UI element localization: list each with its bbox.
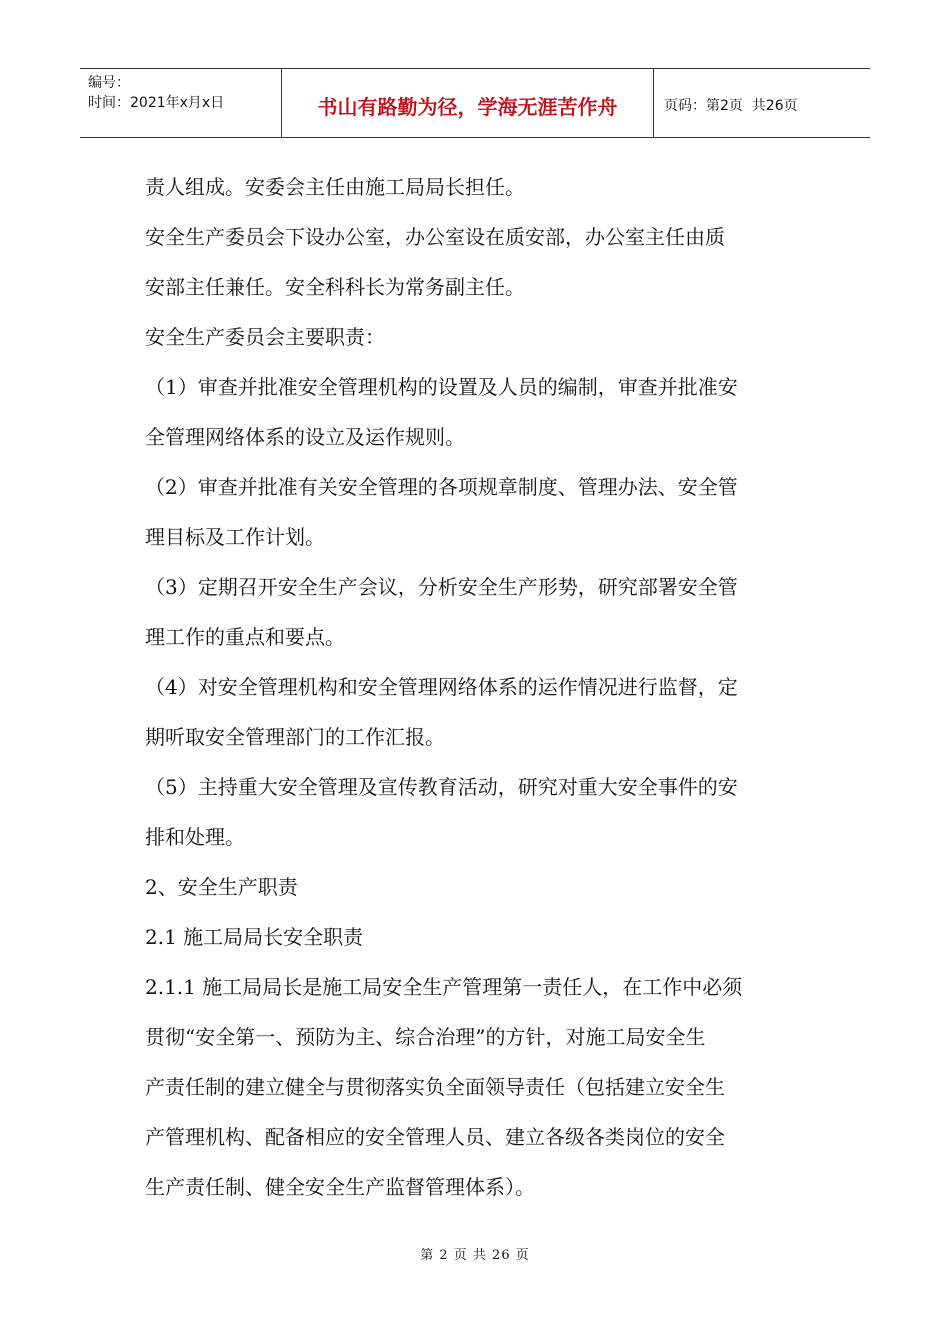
body-line: 理工作的重点和要点。 (145, 625, 345, 649)
body-line: 全管理网络体系的设立及运作规则。 (145, 425, 465, 449)
body-line: 责人组成。安委会主任由施工局局长担任。 (145, 175, 525, 199)
body-line: （3）定期召开安全生产会议，分析安全生产形势，研究部署安全管 (145, 575, 738, 599)
body-line: 2.1.1 施工局局长是施工局安全生产管理第一责任人，在工作中必须 (145, 975, 743, 999)
body-line: 安部主任兼任。安全科科长为常务副主任。 (145, 275, 525, 299)
body-line: 排和处理。 (145, 825, 245, 849)
body-line: （4）对安全管理机构和安全管理网络体系的运作情况进行监督，定 (145, 675, 738, 699)
header-page-info (654, 69, 870, 137)
body-line: （5）主持重大安全管理及宣传教育活动，研究对重大安全事件的安 (145, 775, 738, 799)
body-line: 期听取安全管理部门的工作汇报。 (145, 725, 445, 749)
body-line: 安全生产委员会主要职责： (145, 325, 385, 349)
body-line: 生产责任制、健全安全生产监督管理体系）。 (145, 1175, 535, 1199)
header-page-info-text: 页码：第2页 共26页 (664, 98, 798, 114)
document-time-label: 时间：2021年x月x日 (88, 95, 225, 111)
body-line: 产责任制的建立健全与贯彻落实负全面领导责任（包括建立安全生 (145, 1075, 725, 1099)
body-line: （2）审查并批准有关安全管理的各项规章制度、管理办法、安全管 (145, 475, 738, 499)
page-footer: 第 2 页 共 26 页 (420, 1248, 530, 1263)
header-motto: 书山有路勤为径，学海无涯苦作舟 (282, 69, 654, 137)
body-line: 安全生产委员会下设办公室，办公室设在质安部，办公室主任由质 (145, 225, 725, 249)
body-line: （1）审查并批准安全管理机构的设置及人员的编制，审查并批准安 (145, 375, 738, 399)
body-line: 理目标及工作计划。 (145, 525, 325, 549)
page-header (80, 68, 870, 138)
header-meta (80, 69, 282, 137)
body-line: 产管理机构、配备相应的安全管理人员、建立各级各类岗位的安全 (145, 1125, 725, 1149)
body-line: 贯彻“安全第一、预防为主、综合治理”的方针，对施工局安全生 (145, 1025, 706, 1049)
document-number-label: 编号： (88, 75, 130, 91)
subsection-heading: 2.1 施工局局长安全职责 (145, 925, 364, 949)
section-heading: 2、安全生产职责 (145, 875, 298, 899)
document-body (145, 162, 810, 1212)
